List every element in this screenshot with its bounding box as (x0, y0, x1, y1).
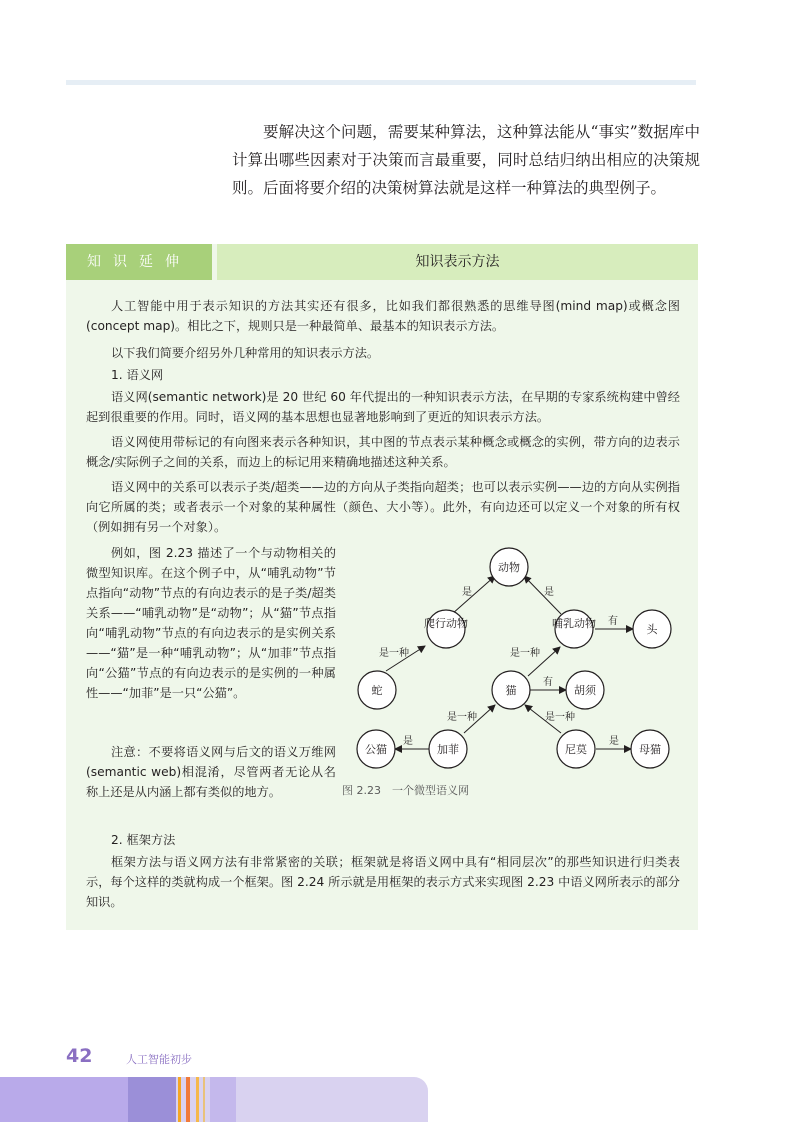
footer-band-segment (128, 1077, 176, 1122)
box-header (66, 244, 698, 280)
node-label: 头 (646, 623, 658, 636)
node-label: 蛇 (371, 684, 383, 697)
footer-stripe (178, 1077, 181, 1122)
semantic-network-figure (338, 545, 692, 803)
footer-stripe (203, 1077, 205, 1122)
node-label: 公猫 (365, 743, 387, 756)
edge-label: 有 (543, 677, 553, 688)
edge-label: 是 (403, 736, 413, 747)
edge-label: 是 (462, 587, 472, 598)
edge-mammal-animal (524, 576, 561, 614)
footer-stripe (196, 1077, 199, 1122)
node-label: 哺乳动物 (552, 617, 596, 630)
figure-caption: 图 2.23 一个微型语义网 (342, 784, 469, 797)
footer-stripe (186, 1077, 190, 1122)
box-paragraph: 例如，图 2.23 描述了一个与动物相关的微型知识库。在这个例子中，从“哺乳动物”节点指向“动物”节点的有向边表示的是子类/超类关系——“哺乳动物”是“动物”；从“猫”节点指向“哺乳动物”节点的有向边表示的是实例关系——“猫”是一种“哺乳动物”；从“加菲”节点指向“公猫”节点的有向边表示的是实例的一种属性——“加菲”是一只“公猫”。 (86, 546, 336, 700)
box-paragraph: 语义网中的关系可以表示子类/超类——边的方向从子类指向超类；也可以表示实例——边的方向从实例指向它所属的类；或者表示一个对象的某种属性（颜色、大小等）。此外，有向边还可以定义一个对象的所有权（例如拥有另一个对象）。 (86, 480, 680, 534)
book-title: 人工智能初步 (126, 1053, 192, 1066)
box-paragraph: 框架方法与语义网方法有非常紧密的关联；框架就是将语义网中具有“相同层次”的那些知识进行归类表示，每个这样的类就构成一个框架。图 2.24 所示就是用框架的表示方式来实现图 2.23 中语义网所表示的部分知识。 (86, 855, 680, 909)
top-rule (66, 80, 696, 85)
section-tag: 知识延伸 (66, 244, 212, 280)
edge-label: 是 (609, 736, 619, 747)
box-paragraph: 语义网(semantic network)是 20 世纪 60 年代提出的一种知识表示方法，在早期的专家系统构建中曾经起到很重要的作用。同时，语义网的基本思想也显著地影响到了更近的知识表示方法。 (86, 390, 680, 424)
edge-label: 是一种 (379, 648, 409, 659)
section-heading: 2. 框架方法 (111, 833, 176, 847)
edge-label: 有 (608, 616, 618, 627)
node-label: 动物 (498, 561, 520, 574)
node-label: 胡须 (574, 684, 596, 697)
edge-label: 是一种 (510, 648, 540, 659)
page-number: 42 (66, 1045, 93, 1067)
edge-reptile-animal (452, 576, 495, 614)
edge-label: 是一种 (545, 712, 575, 723)
box-paragraph: 以下我们简要介绍另外几种常用的知识表示方法。 (111, 346, 380, 360)
section-topic-title: 知识表示方法 (217, 244, 698, 280)
box-paragraph: 注意：不要将语义网与后文的语义万维网(semantic web)相混淆，尽管两者无论从名称上还是从内涵上都有类似的地方。 (86, 745, 336, 799)
edge-label: 是 (544, 587, 554, 598)
box-paragraph: 语义网使用带标记的有向图来表示各种知识，其中图的节点表示某种概念或概念的实例，带方向的边表示概念/实际例子之间的关系，而边上的标记用来精确地描述这种关系。 (86, 435, 680, 469)
section-heading: 1. 语义网 (111, 368, 164, 382)
node-label: 母猫 (639, 743, 661, 756)
box-paragraph: 人工智能中用于表示知识的方法其实还有很多，比如我们都很熟悉的思维导图(mind map)或概念图(concept map)。相比之下，规则只是一种最简单、最基本的知识表示方法。 (86, 299, 680, 333)
node-label: 加菲 (437, 743, 459, 756)
node-label: 猫 (505, 684, 517, 697)
intro-text: 要解决这个问题，需要某种算法，这种算法能从“事实”数据库中计算出哪些因素对于决策而言最重要，同时总结归纳出相应的决策规则。后面将要介绍的决策树算法就是这样一种算法的典型例子。 (232, 123, 700, 197)
footer-band-segment (0, 1077, 128, 1122)
edge-label: 是一种 (447, 712, 477, 723)
intro-paragraph (232, 118, 700, 202)
node-label: 爬行动物 (424, 617, 468, 630)
node-label: 尼莫 (565, 743, 587, 756)
footer-stripe (210, 1077, 236, 1122)
